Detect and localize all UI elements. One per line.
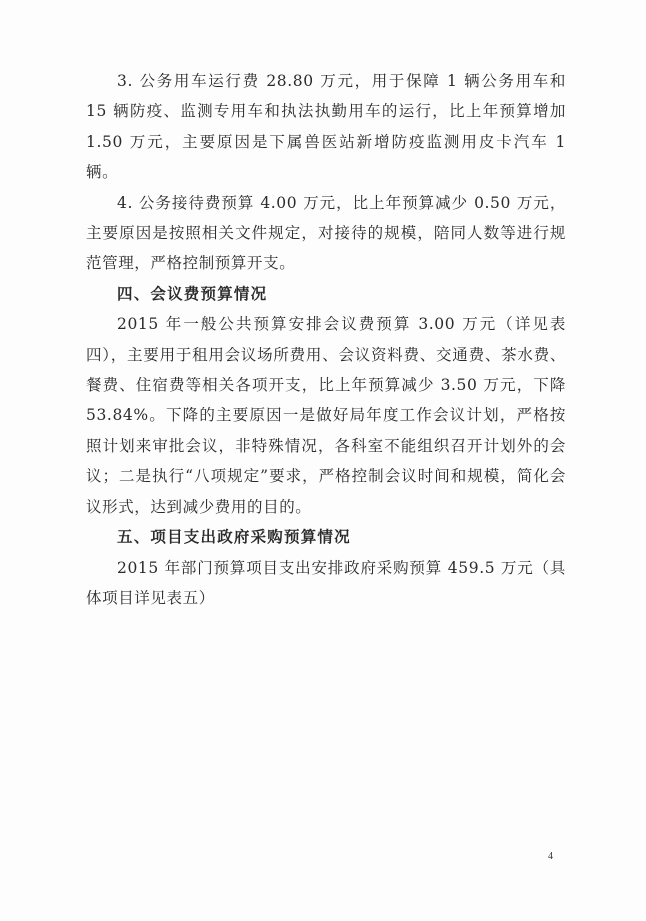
document-body xyxy=(86,66,566,613)
heading-procurement-budget: 五、项目支出政府采购预算情况 xyxy=(117,528,351,547)
paragraph-vehicle-operation-cost: 3. 公务用车运行费 28.80 万元，用于保障 1 辆公务用车和 15 辆防疫、监测专用车和执法执勤用车的运行，比上年预算增加 1.50 万元，主要原因是下属兽医站新增防疫监测用皮卡汽车 1 辆。 xyxy=(86,72,566,182)
paragraph-reception-cost: 4. 公务接待费预算 4.00 万元，比上年预算减少 0.50 万元，主要原因是按照相关文件规定，对接待的规模，陪同人数等进行规范管理，严格控制预算开支。 xyxy=(86,193,566,273)
paragraph-procurement-budget: 2015 年部门预算项目支出安排政府采购预算 459.5 万元（具体项目详见表五） xyxy=(86,558,566,607)
heading-meeting-budget: 四、会议费预算情况 xyxy=(117,284,268,303)
paragraph-meeting-budget: 2015 年一般公共预算安排会议费预算 3.00 万元（详见表四），主要用于租用会议场所费用、会议资料费、交通费、茶水费、餐费、住宿费等相关各项开支，比上年预算减少 3.50 万元，下降 53.84%。下降的主要原因一是做好局年度工作会议计划，严格按照计划来审批会议，非特殊情况，各科室不能组织召开计划外的会议；二是执行“八项规定”要求，严格控制会议时间和规模，简化会议形式，达到减少费用的目的。 xyxy=(86,315,566,516)
page-number: 4 xyxy=(548,851,553,862)
